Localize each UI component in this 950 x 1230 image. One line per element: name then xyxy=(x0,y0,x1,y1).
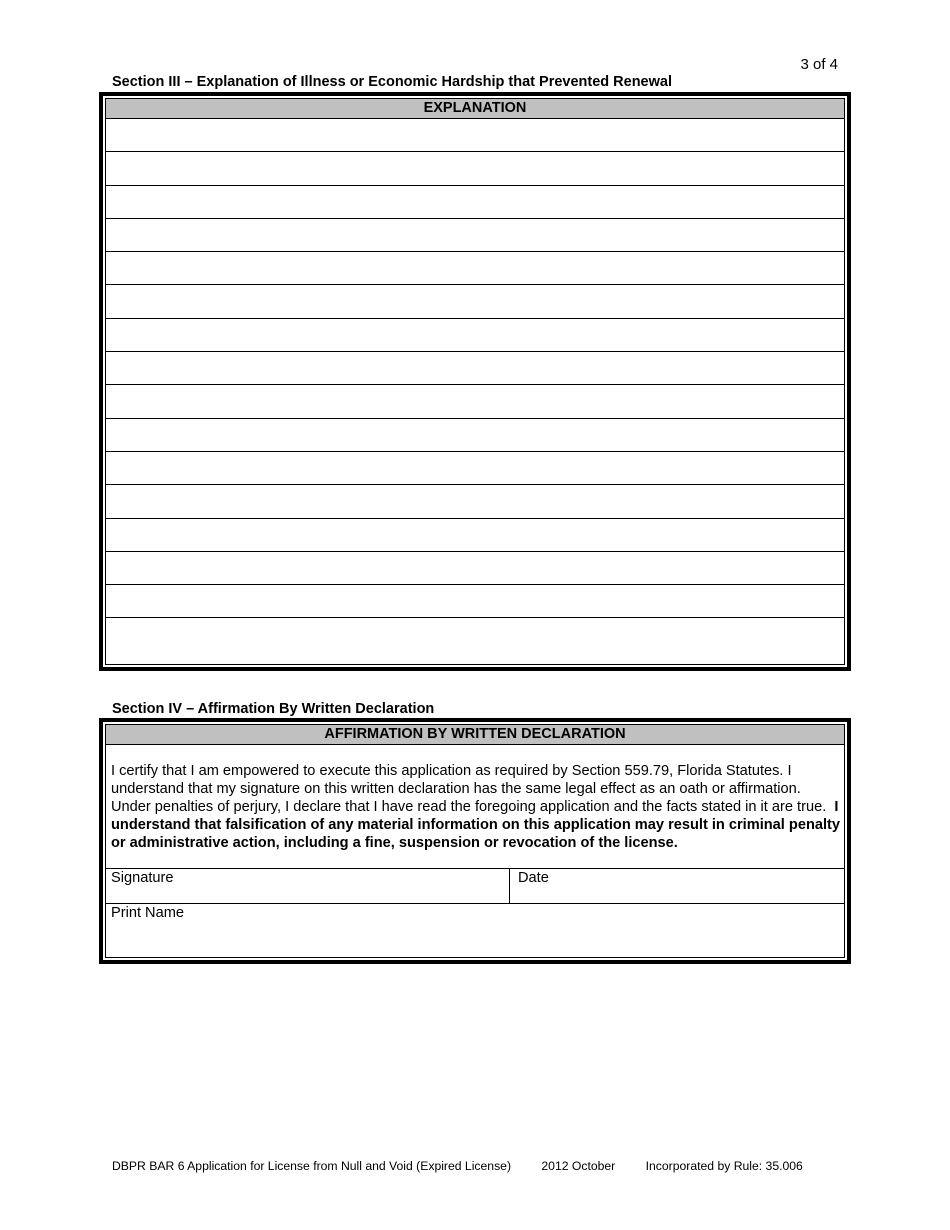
signature-date-row xyxy=(106,869,844,904)
declaration-warning: I understand that falsification of any material information on this application may result in criminal penalty or administrative action, including a fine, suspension or revocation of the license. xyxy=(111,799,841,851)
signature-label: Signature xyxy=(111,870,174,886)
date-label: Date xyxy=(518,870,549,886)
explanation-line[interactable] xyxy=(106,552,844,585)
print-name-label: Print Name xyxy=(111,905,184,921)
section-4-heading: Section IV – Affirmation By Written Declaration xyxy=(112,701,435,717)
date-field[interactable] xyxy=(510,869,844,903)
affirmation-header: AFFIRMATION BY WRITTEN DECLARATION xyxy=(106,725,844,745)
explanation-header: EXPLANATION xyxy=(106,99,844,119)
explanation-line[interactable] xyxy=(106,585,844,618)
declaration-statement: I certify that I am empowered to execute this application as required by Section 559.79, Florida Statutes. I understand that my signature on this written declaration has the same legal effect as an oath or affirmation. Under penalties of perjury, I declare that I have read the foregoing application and the facts stated in it are true. xyxy=(111,763,827,815)
declaration-text xyxy=(106,745,844,869)
print-name-field[interactable] xyxy=(106,904,844,921)
explanation-line[interactable] xyxy=(106,519,844,552)
footer-revision: 2012 October xyxy=(541,1159,616,1173)
explanation-line[interactable] xyxy=(106,385,844,418)
print-name-row xyxy=(106,904,844,938)
explanation-line[interactable] xyxy=(106,119,844,152)
page-number: 3 of 4 xyxy=(800,56,838,73)
explanation-line[interactable] xyxy=(106,252,844,285)
explanation-line[interactable] xyxy=(106,352,844,385)
explanation-line[interactable] xyxy=(106,152,844,185)
footer-rule: Incorporated by Rule: 35.006 xyxy=(645,1159,803,1173)
explanation-line[interactable] xyxy=(106,285,844,318)
section-3-heading: Section III – Explanation of Illness or Economic Hardship that Prevented Renewal xyxy=(112,74,672,90)
affirmation-table xyxy=(99,718,851,964)
explanation-line[interactable] xyxy=(106,485,844,518)
explanation-line[interactable] xyxy=(106,419,844,452)
explanation-table xyxy=(99,92,851,671)
explanation-line[interactable] xyxy=(106,186,844,219)
footer-form-name: DBPR BAR 6 Application for License from Null and Void (Expired License) xyxy=(112,1159,511,1173)
explanation-line[interactable] xyxy=(106,618,844,651)
explanation-line[interactable] xyxy=(106,452,844,485)
explanation-lines xyxy=(106,119,844,652)
explanation-line[interactable] xyxy=(106,219,844,252)
signature-field[interactable] xyxy=(106,869,510,903)
footer xyxy=(112,1159,803,1173)
explanation-line[interactable] xyxy=(106,319,844,352)
